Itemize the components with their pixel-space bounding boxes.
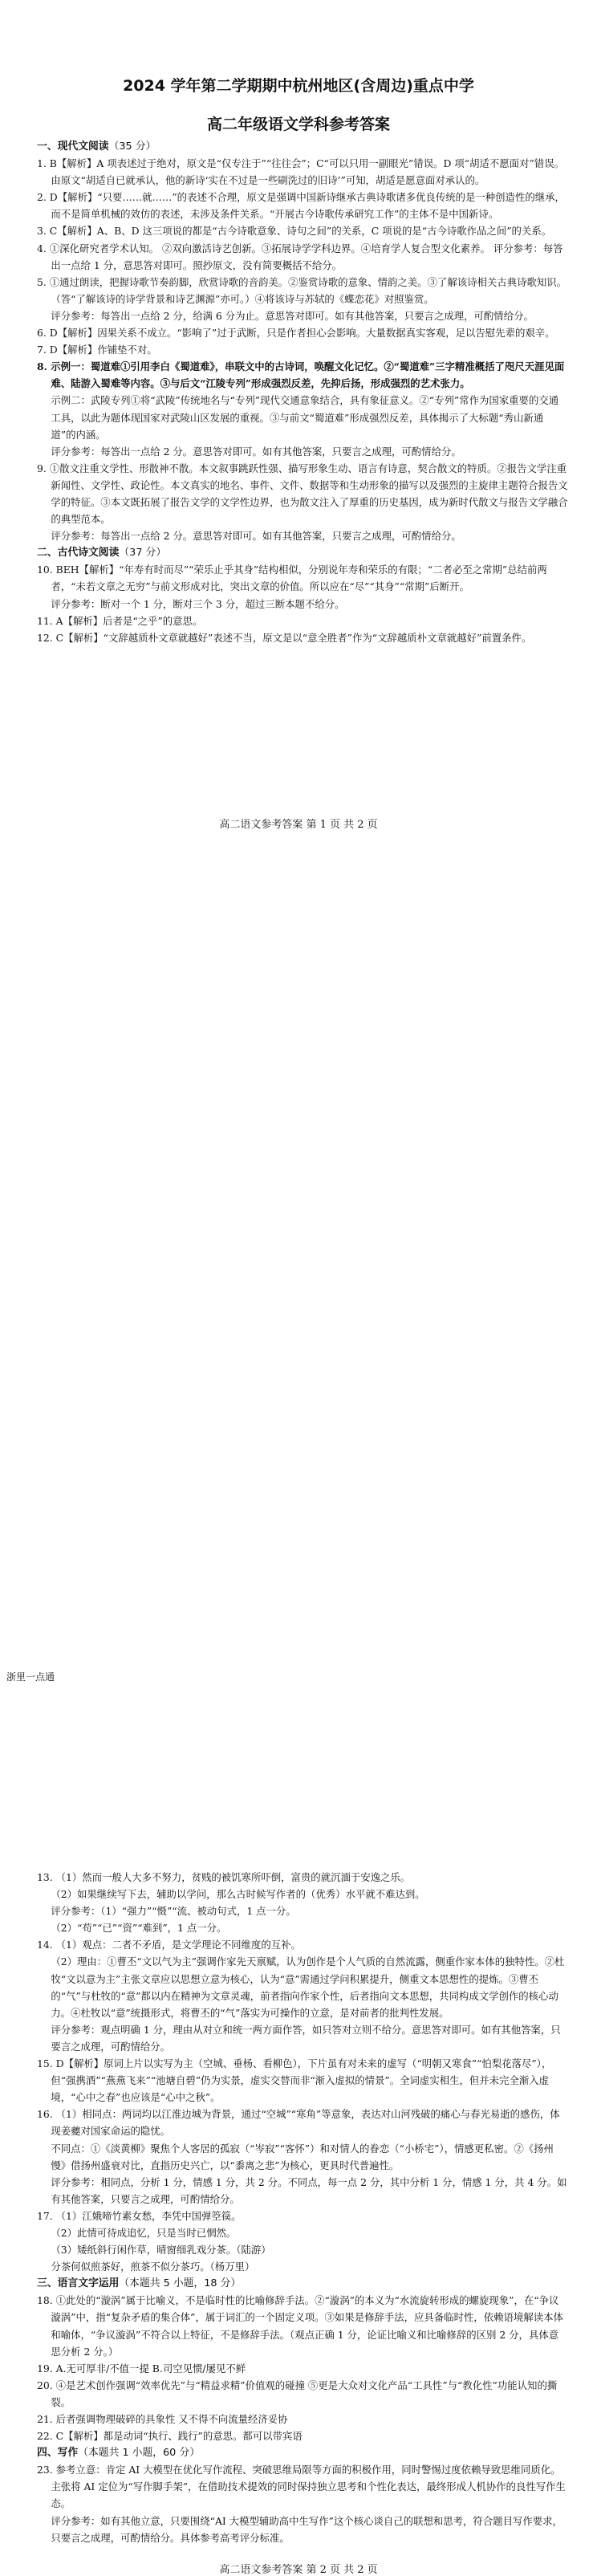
scoring-note: 评分参考：每答出一点给 2 分。意思答对即可。如有其他答案，只要言之成理，可酌情给分。 bbox=[51, 445, 461, 458]
document-subtitle: 高二年级语文学科参考答案 bbox=[206, 116, 390, 133]
answer-subitem: 分茶何似煎茶好，煎茶不似分茶巧。（杨万里） bbox=[51, 2261, 255, 2273]
answer-item: 7. D【解析】作铺垫不对。 bbox=[37, 344, 157, 356]
answer-item: 18. ①此处的“漩涡”属于比喻义，不是临时性的比喻修辞手法。②“漩涡”的本义为“水流旋转形成的螺旋现象”，在“争议漩涡”中，指“复杂矛盾的集合体”，属于词汇的一个固定义项。③如果是修辞手法，应具备临时性，依赖语境解读本体和喻体，“争议漩涡”不符合以上特征，不是修辞手法。（观点正确 1 分，论证比喻义和比喻修辞的区别 2 分，具体意思分析 2 分。） bbox=[37, 2294, 563, 2358]
answer-subitem: 不同点：①《淡黄柳》聚焦个人客居的孤寂（“岑寂”“客怀”）和对情人的眷恋（“小桥宅”），情感更私密。②《扬州慢》借扬州盛衰对比，直指历史兴亡，以“黍离之悲”为核心，更具时代普遍性。 bbox=[51, 2142, 554, 2171]
scoring-note: 评分参考：每答出一点给 2 分。意思答对即可。如有其他答案，只要言之成理，可酌情给分。 bbox=[51, 530, 461, 543]
answer-item: 14. （1）观点：二者不矛盾，是文学理论不同维度的互补。 bbox=[37, 1939, 301, 1951]
section-title: 二、古代诗文阅读 bbox=[37, 547, 120, 560]
page-footer: 高二语文参考答案 第 2 页 共 2 页 bbox=[219, 2564, 378, 2576]
answer-item: 17. （1）江娥啼竹素女愁，李凭中国弹箜篌。 bbox=[37, 2209, 242, 2222]
answer-subitem: （3）矮纸斜行闲作草，晴窗细乳戏分茶。（陆游） bbox=[51, 2244, 271, 2257]
answer-item: 12. C【解析】“文辞越质朴文章就越好”表述不当，原文是以“意全胜者”作为“文辞越质朴文章就越好”前置条件。 bbox=[37, 631, 532, 644]
scoring-note: 评分参考：相同点，分析 1 分，情感 1 分，共 2 分。不同点，每一点 2 分，其中分析 1 分，情感 1 分，共 4 分。如有其他答案，只要言之成理，可酌情给分。 bbox=[51, 2175, 567, 2205]
answer-item: 2. D【解析】“只要……就……”的表述不合理，原文是强调中国新诗继承古典诗歌诸多优良传统的是一种创造性的继承，而不是简单机械的效仿的表述，未涉及条件关系。“开展古今诗歌传承研究工作”的主体不是中国新诗。 bbox=[37, 191, 565, 221]
answer-item: 10. BEH【解析】“年寿有时而尽”“荣乐止乎其身”结构相似，分别说年寿和荣乐的有限；“二者必至之常期”总结前两者，“未若文章之无穷”与前文形成对比，突出文章的价值。所以应在“尽”“其身”“常期”后断开。 bbox=[37, 564, 547, 593]
section-title: 一、现代文阅读 bbox=[37, 140, 109, 153]
scoring-note: 评分参考：断对一个 1 分，断对三个 3 分，超过三断本题不给分。 bbox=[51, 597, 345, 610]
answer-item: 21. 后者强调物理破碎的具象性 又不得不向流量经济妥协 bbox=[37, 2413, 288, 2425]
scoring-note: （2）“苟”“已”“资”“难到”，1 点一分。 bbox=[51, 1922, 227, 1935]
answer-item: 23. 参考立意：肯定 AI 大模型在优化写作流程、突破思维局限等方面的积极作用，同时警惕过度依赖导致思维同质化。主张将 AI 定位为“写作脚手架”，在借助技术提效的同时保持独立思考和个性化表达，最终形成人机协作的良性写作生态。 bbox=[37, 2464, 566, 2510]
answer-item: 16. （1）相同点：两词均以江淮边城为背景，通过“空城”“寒角”等意象，表达对山河残破的痛心与春光易逝的感伤，体现姜夔对国家命运的隐忧。 bbox=[37, 2108, 560, 2138]
section-heading-language-use bbox=[37, 2275, 568, 2292]
section-heading-classical-reading bbox=[37, 544, 568, 561]
answer-page-2 bbox=[0, 923, 597, 2576]
source-mark: 浙里一点通 bbox=[6, 1671, 55, 1683]
answer-page-1 bbox=[0, 0, 597, 851]
section-heading-modern-reading bbox=[37, 138, 568, 155]
section-points: （本题共 5 小题，18 分） bbox=[119, 2277, 242, 2290]
answer-item: 5. ①通过朗读，把握诗歌节奏韵脚，欣赏诗歌的音韵美。②鉴赏诗歌的意象、情韵之美。③了解该诗相关古典诗歌知识。（答“了解该诗的诗学背景和诗艺渊源”亦可。）④将该诗与苏轼的《蝶恋花》对照鉴赏。 bbox=[37, 275, 567, 305]
answer-item: 8. 示例一：蜀道难①引用李白《蜀道难》，串联文中的古诗词，唤醒文化记忆。②“蜀道难”三字精准概括了咫尺天涯见面难、陆游入蜀难等内容。③与后文“江陵专列”形成强烈反差，先抑后扬，形成强烈的艺术张力。 bbox=[37, 360, 565, 390]
answer-example: 示例二：武陵专列①将“武陵”传统地名与“专列”现代交通意象结合，具有象征意义。②“专列”常作为国家重要的交通工具，以此为题体现国家对武陵山区发展的重视。③与前文“蜀道难”形成强烈反差，具体揭示了大标题“秀山新通道”的内涵。 bbox=[51, 394, 559, 441]
answer-item: 1. B【解析】A 项表述过于绝对，原文是“仅专注于”“往往会”；C“可以只用一副眼光”错误。D 项“胡适不愿面对”错误。由原文“胡适自已就承认，他的新诗‘实在不过是一些刷洗过的旧诗’”可知，胡适是愿意面对承认的。 bbox=[37, 157, 564, 187]
answer-item: 19. A.无可厚非/不值一提 B.司空见惯/屡见不鲜 bbox=[37, 2362, 246, 2375]
section-points: （35 分） bbox=[108, 140, 156, 153]
answer-item: 13. （1）然而一般人大多不努力，贫贱的被饥寒所吓倒，富贵的就沉湎于安逸之乐。 bbox=[37, 1871, 411, 1883]
answer-item: 3. C【解析】A、B、D 这三项说的都是“古今诗歌意象、诗句之间”的关系，C 项说的是“古今诗歌作品之间”的关系。 bbox=[37, 225, 552, 238]
page1-content bbox=[37, 138, 568, 646]
page-footer: 高二语文参考答案 第 1 页 共 2 页 bbox=[219, 819, 378, 831]
section-points: （37 分） bbox=[119, 547, 167, 560]
answer-subitem: （2）理由：①曹丕“文以气为主”强调作家先天禀赋，认为创作是个人气质的自然流露，侧重作家本体的独特性。②杜牧“文以意为主”主张文章应以思想立意为核心，认为“意”需通过学问积累提升，侧重文本思想性的提炼。③曹丕的“气”与杜牧的“意”都以内在精神为文章灵魂，前者指向作家个性，后者指向文本思想，共同构成文学创作的核心动力。④杜牧以“意”统摄形式，将曹丕的“气”落实为可操作的立意，是对前者的批判性发展。 bbox=[51, 1955, 565, 2019]
section-heading-writing bbox=[37, 2444, 568, 2461]
answer-item: 20. ④是艺术创作强调“效率优先”与“精益求精”价值观的碰撞 ⑤更是大众对文化产品“工具性”与“教化性”功能认知的撕裂。 bbox=[37, 2379, 558, 2408]
answer-item: 9. ①散文注重文学性、形散神不散。本文叙事跳跃性强、描写形象生动、语言有诗意，契合散文的特质。②报告文学注重新闻性、文学性、政论性。本文真实的地名、事件、文件、数据等和生动形象的描写以及强烈的主旋律主题符合报告文学的特征。③本文既拓展了报告文学的文学性边界，也为散文注入了厚重的历史基因，成为新时代散文与报告文学融合的典型范本。 bbox=[37, 462, 568, 526]
answer-item: 6. D【解析】因果关系不成立。“影响了”过于武断，只是作者担心会影响。大量数据真实客观，足以告慰先辈的艰辛。 bbox=[37, 327, 555, 340]
section-title: 四、写作 bbox=[37, 2447, 79, 2460]
scoring-note: 评分参考：每答出一点给 2 分，给满 6 分为止。意思答对即可。如有其他答案，只要言之成理，可酌情给分。 bbox=[51, 309, 534, 322]
answer-item: 15. D【解析】原词上片以实写为主（空城、垂杨、看柳色），下片虽有对未来的虚写（“明朝又寒食”“怕梨花落尽”），但“强携酒”“燕燕飞来”“池塘自碧”仍为实景，虚实交替而非“渐入虚拟的情景”。全词虚实相生，但并未完全渐入虚境，“心中之春”也应该是“心中之秋”。 bbox=[37, 2057, 552, 2104]
answer-item: 22. C【解析】都是动词“执行、践行”的意思。都可以带宾语 bbox=[37, 2430, 303, 2443]
scoring-note: 评分参考：如有其他立意，只要围绕“AI 大模型辅助高中生写作”这个核心谈自己的联想和思考，符合题目写作要求，只要言之成理，可酌情给分。具体参考高考评分标准。 bbox=[51, 2514, 562, 2544]
scoring-note: 评分参考：观点明确 1 分，理由从对立和统一两方面作答，如只答对立则不给分。意思答对即可。如有其他答案，只要言之成理，可酌情给分。 bbox=[51, 2023, 561, 2053]
answer-subitem: （2）此情可待成追忆，只是当时已惘然。 bbox=[51, 2226, 237, 2239]
section-points: （本题共 1 小题，60 分） bbox=[78, 2447, 200, 2460]
scoring-note: 评分参考：（1）“强力”“慑”“流、被动句式，1 点一分。 bbox=[51, 1905, 296, 1918]
document-title: 2024 学年第二学期期中杭州地区(含周边)重点中学 bbox=[123, 77, 474, 95]
answer-subitem: （2）如果继续写下去，辅助以学问，那么古时候写作者的（优秀）水平就不难达到。 bbox=[51, 1888, 425, 1901]
answer-item: 11. A【解析】后者是“之乎”的意思。 bbox=[37, 614, 203, 627]
page2-content bbox=[37, 1869, 568, 2546]
answer-item: 4. ①深化研究者学术认知。 ②双向激活诗艺创新。③拓展诗学学科边界。④培育学人复合型文化素养。 评分参考：每答出一点给 1 分，意思答对即可。照抄原文，没有简要概括不给分。 bbox=[37, 242, 563, 271]
section-title: 三、语言文字运用 bbox=[37, 2277, 120, 2290]
